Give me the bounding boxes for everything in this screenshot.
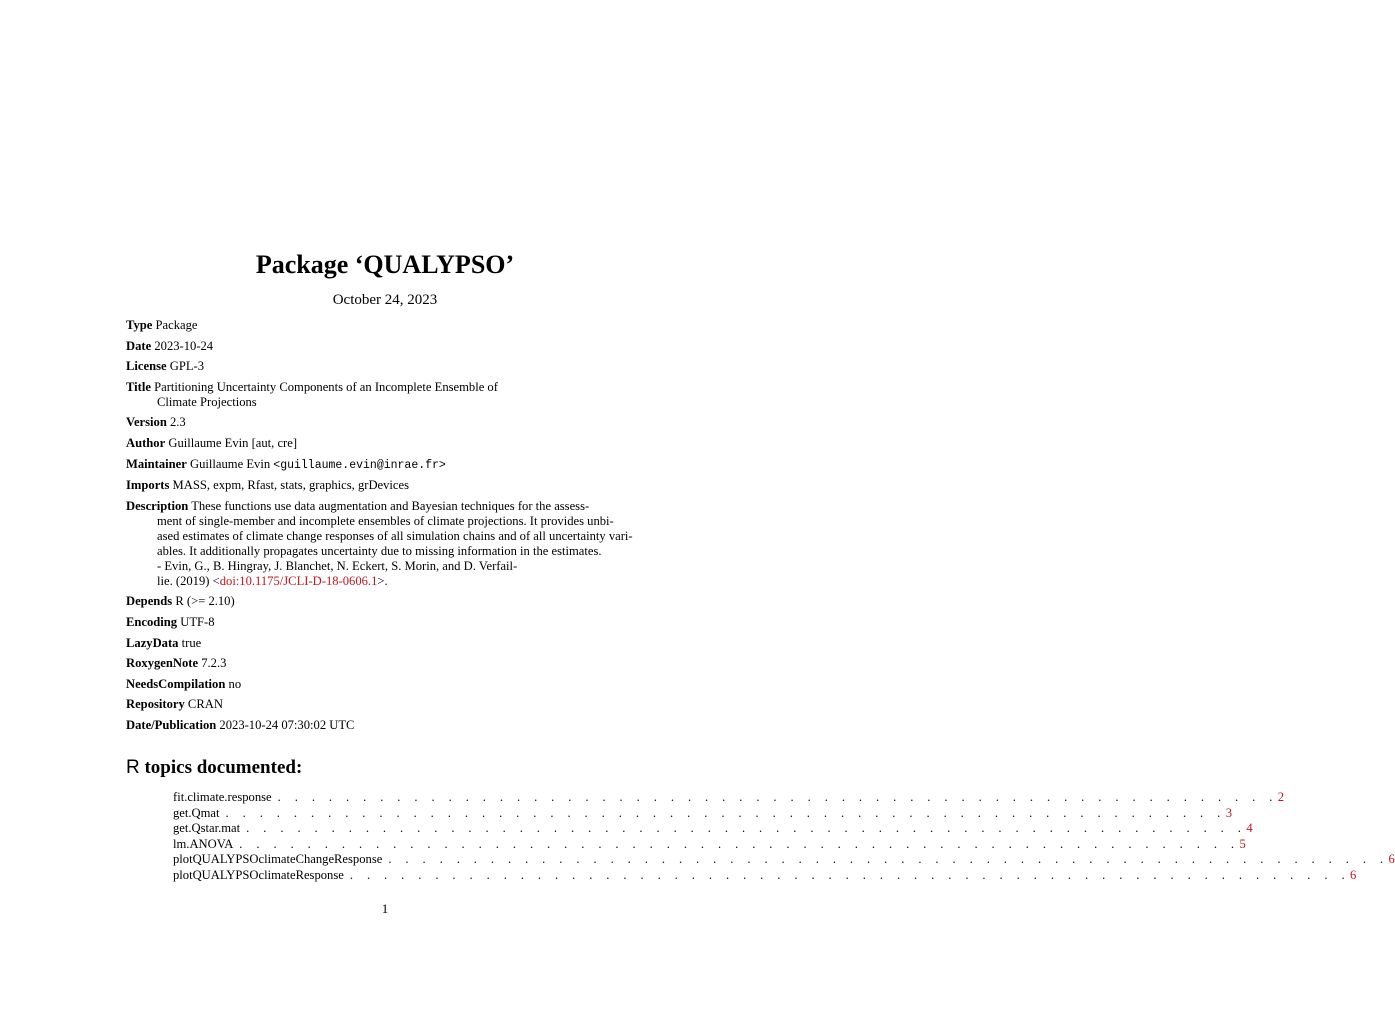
toc-leader-dots: . . . . . . . . . . . . . . . . . . . . . . . . . . . . . . . . . . . . . . . . . . . . . . . . . . . . . . . . . . . (225, 805, 1226, 820)
toc-heading (126, 757, 302, 779)
field-key: Date/Publication (126, 717, 217, 732)
toc-item-name[interactable]: plotQUALYPSOclimateChangeResponse (173, 852, 383, 867)
field-value: no (228, 676, 242, 691)
field-key: License (126, 359, 167, 374)
toc-leader-dots: . . . . . . . . . . . . . . . . . . . . . . . . . . . . . . . . . . . . . . . . . . . . . . . . . . . . . . . . . . . (349, 867, 1351, 882)
field-value: 2023-10-24 07:30:02 UTC (219, 717, 355, 732)
field-key: Maintainer (126, 456, 187, 471)
field-value: 2.3 (169, 415, 186, 430)
field-value: true (181, 635, 202, 650)
field-author (126, 436, 636, 451)
toc-item-name[interactable]: lm.ANOVA (173, 836, 234, 851)
field-key: Depends (126, 594, 173, 609)
toc-leader-dots: . . . . . . . . . . . . . . . . . . . . . . . . . . . . . . . . . . . . . . . . . . . . . . . . . . . . . . . . . . . (277, 790, 1278, 804)
field-imports (126, 478, 636, 493)
toc-page-link[interactable]: 2 (1277, 790, 1285, 804)
field-maintainer (126, 457, 636, 473)
toc-item[interactable] (173, 805, 1232, 822)
field-value: Guillaume Evin [aut, cre] (168, 435, 298, 450)
field-repository (126, 697, 636, 712)
toc-item-name[interactable]: fit.climate.response (173, 790, 272, 804)
field-key: Repository (126, 697, 185, 712)
toc-page-link[interactable]: 5 (1239, 836, 1246, 851)
field-key: Type (126, 318, 153, 332)
field-key: Version (126, 415, 167, 430)
package-date: October 24, 2023 (332, 292, 438, 308)
field-value: GPL-3 (169, 359, 205, 374)
field-key: Title (126, 379, 151, 394)
field-license (126, 359, 636, 374)
field-lazydata (126, 636, 636, 651)
field-value: MASS, expm, Rfast, stats, graphics, grDevices (172, 478, 409, 493)
toc-leader-dots: . . . . . . . . . . . . . . . . . . . . . . . . . . . . . . . . . . . . . . . . . . . . . . . . . . . . . . . . . . . (388, 852, 1389, 867)
toc-leader-dots: . . . . . . . . . . . . . . . . . . . . . . . . . . . . . . . . . . . . . . . . . . . . . . . . . . . . . . . . . . . (239, 836, 1240, 851)
package-title: Package ‘QUALYPSO’ (255, 250, 515, 279)
toc-item[interactable] (173, 821, 1253, 837)
description-line: - Evin, G., B. Hingray, J. Blanchet, N. Eckert, S. Morin, and D. Verfail- (157, 558, 518, 573)
field-depends (126, 594, 636, 609)
field-value: CRAN (187, 697, 223, 712)
toc-item[interactable] (173, 790, 1285, 806)
toc-list (173, 790, 1395, 884)
description-fields (126, 318, 636, 739)
field-value: 7.2.3 (201, 656, 227, 671)
field-date-publication (126, 718, 636, 733)
field-value: UTF-8 (180, 614, 215, 629)
toc-page-link[interactable]: 4 (1246, 821, 1253, 836)
doi-link[interactable]: doi:10.1175/JCLI-D-18-0606.1 (219, 573, 378, 588)
toc-item[interactable] (173, 836, 1246, 853)
toc-item-name[interactable]: plotQUALYPSOclimateResponse (173, 867, 344, 882)
toc-leader-dots: . . . . . . . . . . . . . . . . . . . . . . . . . . . . . . . . . . . . . . . . . . . . . . . . . . . . . . . . . . . (246, 821, 1247, 836)
field-key: Encoding (126, 614, 178, 629)
field-version (126, 415, 636, 430)
description-line: These functions use data augmentation and Bayesian techniques for the assess- (191, 498, 590, 513)
description-line: ment of single-member and incomplete ensembles of climate projections. It provides unbi- (157, 513, 614, 528)
field-value: 2023-10-24 (154, 338, 214, 353)
description-text: lie. (2019) < (157, 573, 220, 588)
maintainer-email: <guillaume.evin@inrae.fr> (273, 458, 446, 472)
field-value: Guillaume Evin (190, 456, 271, 471)
field-value-continuation: Climate Projections (157, 394, 257, 409)
field-description (126, 499, 636, 589)
toc-item[interactable] (173, 852, 1395, 868)
field-date (126, 339, 636, 354)
description-line: ased estimates of climate change responses of all simulation chains and of all uncertainty vari- (157, 528, 633, 543)
description-text: >. (377, 573, 388, 588)
toc-page-link[interactable]: 6 (1350, 867, 1357, 882)
field-key: LazyData (126, 635, 179, 650)
description-line (126, 574, 636, 589)
toc-item[interactable] (173, 867, 1357, 884)
field-key: Author (126, 435, 166, 450)
description-line: ables. It additionally propagates uncertainty due to missing information in the estimates. (157, 543, 602, 558)
toc-page-link[interactable]: 6 (1388, 852, 1395, 867)
field-value: Partitioning Uncertainty Components of an Incomplete Ensemble of (154, 379, 498, 394)
toc-heading-r: R (126, 757, 140, 778)
field-key: NeedsCompilation (126, 676, 226, 691)
toc-item-name[interactable]: get.Qstar.mat (173, 821, 241, 836)
toc-item-name[interactable]: get.Qmat (173, 805, 220, 820)
field-value: R (>= 2.10) (175, 594, 235, 609)
field-value: Package (155, 318, 198, 332)
toc-heading-text: topics documented: (144, 757, 303, 778)
field-key: Description (126, 498, 189, 513)
toc-page-link[interactable]: 3 (1225, 805, 1232, 820)
field-key: Imports (126, 478, 170, 493)
field-type (126, 318, 636, 333)
field-key: RoxygenNote (126, 656, 199, 671)
field-roxygennote (126, 656, 636, 671)
field-title (126, 380, 636, 410)
field-needscompilation (126, 677, 636, 692)
page-number: 1 (381, 901, 389, 916)
field-encoding (126, 615, 636, 630)
field-key: Date (126, 338, 152, 353)
